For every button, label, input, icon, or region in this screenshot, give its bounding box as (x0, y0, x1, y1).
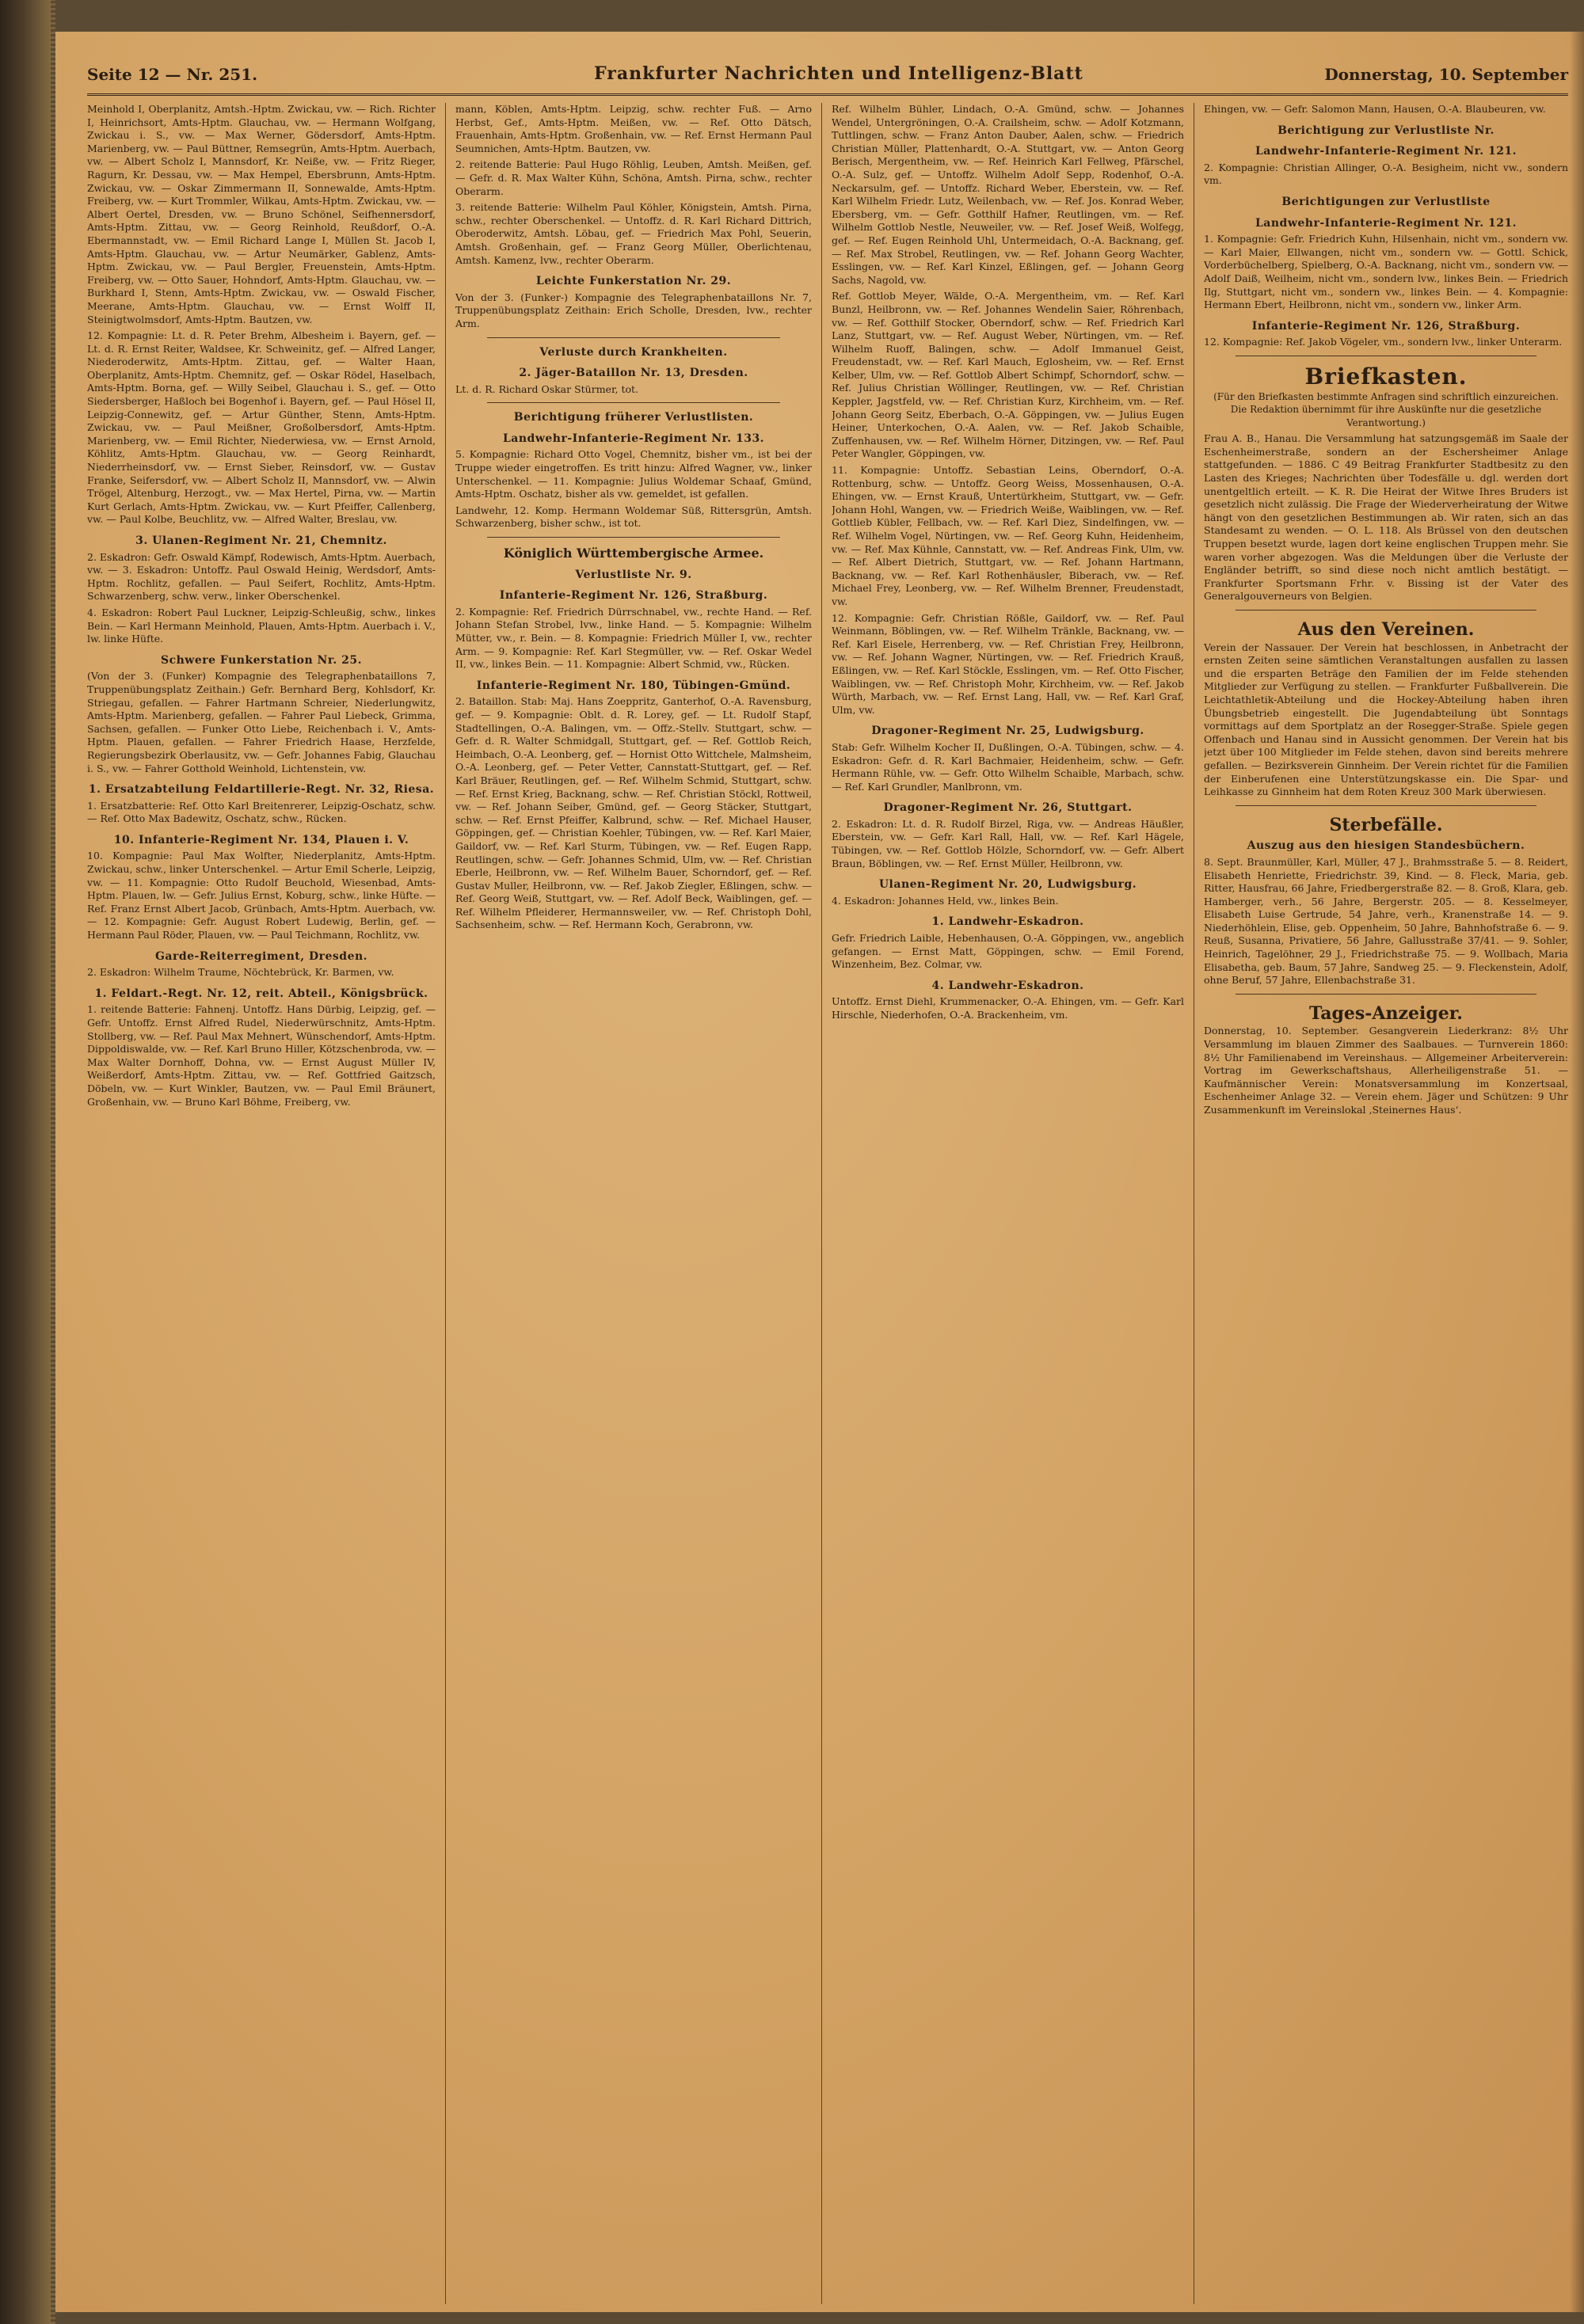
section-heading: 1. Ersatzabteilung Feldartillerie-Regt. Nr. 32, Riesa. (88, 783, 435, 797)
article-text: 1. Kompagnie: Gefr. Friedrich Kuhn, Hilsenhain, nicht vm., sondern vw. — Karl Maier, Ellwangen, nicht vm., sondern vw. — Gottl. Schick, Vorderbüchelberg, Spielberg, O.-A. Backnang, nicht vm., sondern vw. — Adolf Daiß, Weilheim, nicht vm., sondern lvw., linkes Bein. — Friedrich Ilg, Stuttgart, nicht vm., sondern vw., linkes Bein. — 4. Kompagnie: Hermann Ebert, Heilbronn, nicht vm., sondern vw., linker Arm. (1204, 233, 1568, 311)
article-text: 2. Bataillon. Stab: Maj. Hans Zoeppritz, Ganterhof, O.-A. Ravensburg, gef. — 9. Kompagnie: Oblt. d. R. Lorey, gef. — Lt. Rudolf Stapf, Stadtellingen, O.-A. Balingen, vm. — Offz.-Stellv. Stuttgart, schw. — Gefr. d. R. Walter Schmidgall, Stuttgart, gef. — Ref. Gottlob Reich, Heimbach, O.-A. Leonberg, gef. — Hornist Otto Wittchele, Malmsheim, O.-A. Leonberg, gef. — Peter Vetter, Cannstatt-Stuttgart, gef. — Ref. Karl Bräuer, Reutlingen, gef. — Ref. Wilhelm Schmid, Stuttgart, schw. — Ref. Ernst Krieg, Backnang, schw. — Ref. Christian Stöckl, Rottweil, vw. — Ref. Johann Seiber, Gmünd, gef. — Georg Stäcker, Stuttgart, schw. — Ref. Ernst Pfeiffer, Kalbrund, schw. — Ref. Michael Hauser, Göppingen, gef. — Christian Koehler, Tübingen, vw. — Ref. Karl Maier, Gaildorf, vw. — Ref. Karl Sturm, Tübingen, vw. — Ref. Eugen Rapp, Reutlingen, schw. — Gefr. Johannes Schmid, Ulm, vw. — Ref. Christian Eberle, Heilbronn, vw. — Ref. Wilhelm Bauer, Schorndorf, gef. — Ref. Gustav Muller, Heilbronn, vw. — Ref. Jakob Ziegler, Eßlingen, schw. — Ref. Georg Weiß, Stuttgart, vw. — Ref. Adolf Beck, Waiblingen, gef. — Ref. Wilhelm Pfleiderer, Hermannsweiler, vw. — Ref. Christoph Dohl, Sachsenheim, schw. — Ref. Hermann Koch, Gerabronn, vw. (455, 695, 812, 931)
article-note: (Für den Briefkasten bestimmte Anfragen sind schriftlich einzureichen. Die Redaktion übernimmt für ihre Auskünfte nur die gesetzliche Verantwortung.) (1213, 390, 1559, 428)
article-text: Verein der Nassauer. Der Verein hat beschlossen, in Anbetracht der ernsten Zeiten seine sämtlichen Veranstaltungen ausfallen zu lassen und die ersparten Beträge den Familien der im Felde stehenden Mitglieder zur Verfügung zu stellen. — Frankfurter Fußballverein. Die Leichtathletik-Abteilung und die Hockey-Abteilung haben ihren Übungsbetrieb eingestellt. Die Jugendabteilung übt Sonntags vormittags auf dem Sportplatz an der Rosegger-Straße. Spiele gegen Offenbach und Hanau sind in Aussicht genommen. Der Verein hat bis jetzt über 100 Mitglieder im Felde stehen, davon sind bereits mehrere gefallen. — Bezirksverein Ginnheim. Der Verein richtet für die Familien der Einberufenen eine Unterstützungskasse ein. Die Spar- und Leihkasse zu Ginnheim hat dem Roten Kreuz 300 Mark überwiesen. (1204, 641, 1568, 798)
section-heading: 4. Landwehr-Eskadron. (931, 979, 1084, 992)
section-heading: Auszug aus den hiesigen Standesbüchern. (1247, 839, 1525, 853)
section-heading: Verlustliste Nr. 9. (575, 568, 692, 581)
article-text: Von der 3. (Funker-) Kompagnie des Telegraphenbataillons Nr. 7, Truppenübungsplatz Zeithain: Erich Scholle, Dresden, lvw., rechter Arm. (455, 291, 812, 329)
vereine-heading: Aus den Vereinen. (1297, 619, 1475, 640)
article-text: Gefr. Friedrich Laible, Hebenhausen, O.-A. Göppingen, vw., angeblich gefangen. — Ernst Matt, Göppingen, schw. — Emil Forend, Winzenheim, Bez. Colmar, vw. (832, 932, 1184, 971)
column-1 (87, 103, 436, 2320)
divider (487, 537, 780, 538)
column-4 (1204, 103, 1568, 2320)
page-number: Seite 12 — Nr. 251. (87, 65, 258, 84)
article-text: mann, Köblen, Amts-Hptm. Leipzig, schw. rechter Fuß. — Arno Herbst, Gef., Amts-Hptm. Meißen, vw. — Ref. Otto Dätsch, Frauenhain, Amts-Hptm. Großenhain, vw. — Ref. Ernst Hermann Paul Seumnichen, Amts-Hptm. Bautzen, vw. (455, 103, 812, 154)
section-heading: Ulanen-Regiment Nr. 20, Ludwigsburg. (878, 878, 1137, 892)
article-text: 2. Eskadron: Wilhelm Traume, Nöchtebrück, Kr. Barmen, vw. (87, 966, 394, 979)
article-text: 12. Kompagnie: Ref. Jakob Vögeler, vm., sondern lvw., linker Unterarm. (1204, 336, 1563, 348)
section-heading: Dragoner-Regiment Nr. 25, Ludwigsburg. (871, 725, 1144, 738)
sterbefaelle-heading: Sterbefälle. (1329, 814, 1443, 835)
section-heading: Landwehr-Infanterie-Regiment Nr. 121. (1255, 145, 1517, 158)
briefkasten-heading: Briefkasten. (1304, 363, 1468, 390)
column-divider (821, 103, 822, 2304)
section-heading: 10. Infanterie-Regiment Nr. 134, Plauen i. V. (113, 833, 409, 846)
article-text: Landwehr, 12. Komp. Hermann Woldemar Süß, Rittersgrün, Amtsh. Schwarzenberg, bisher schw., ist tot. (455, 504, 812, 530)
section-heading: Landwehr-Infanterie-Regiment Nr. 121. (1255, 216, 1517, 230)
section-heading: Infanterie-Regiment Nr. 126, Straßburg. (499, 589, 768, 603)
article-text: 2. reitende Batterie: Paul Hugo Röhlig, Leuben, Amtsh. Meißen, gef. — Gefr. d. R. Max Walter Kühn, Schöna, Amtsh. Pirna, schw., rechter Oberarm. (455, 158, 812, 197)
divider (487, 402, 780, 403)
section-heading: 1. Feldart.-Regt. Nr. 12, reit. Abteil., Königsbrück. (94, 987, 428, 1000)
section-heading: Berichtigungen zur Verlustliste (1281, 195, 1491, 208)
article-text: 5. Kompagnie: Richard Otto Vogel, Chemnitz, bisher vm., ist bei der Truppe wieder eingetroffen. Es tritt hinzu: Alfred Wagner, vw., linker Unterschenkel. — 11. Kompagnie: Julius Woldemar Schaaf, Gmünd, Amts-Hptm. Oschatz, bisher als vw. gemeldet, ist gefallen. (455, 448, 812, 500)
divider (1236, 994, 1536, 995)
article-text: Frau A. B., Hanau. Die Versammlung hat satzungsgemäß im Saale der Eschenheimerstraße, sondern an der Eschersheimer Anlage stattgefunden. — 1886. C 49 Beitrag Frankfurter Stadtbesitz zu den Lasten des Krieges; Nachrichten über Todesfälle u. dgl. werden dort unentgeltlich erteilt. — K. R. Die Heirat der Witwe Ihres Bruders ist gesetzlich nicht zulässig. Die Frage der Wiederverheiratung der Witwe hängt von den gesetzlichen Bestimmungen ab. Wir raten, sich an das Standesamt zu wenden. — O. L. 118. Als Brüssel von den deutschen Truppen besetzt wurde, lagen dort keine englischen Truppen mehr. Sie waren vorher abgezogen. Was die Meldungen über die Verluste der Engländer betrifft, so sind diese noch nicht amtlich bestätigt. — Frankfurter Sportsmann Frhr. v. Bissing ist der Vater des Generalgouverneurs von Belgien. (1204, 432, 1568, 603)
section-heading: Infanterie-Regiment Nr. 126, Straßburg. (1251, 319, 1521, 333)
page-edge-shadow (1570, 32, 1584, 2312)
section-heading: Verluste durch Krankheiten. (539, 345, 728, 359)
article-text: 2. Kompagnie: Christian Allinger, O.-A. Besigheim, nicht vw., sondern vm. (1204, 161, 1568, 187)
book-spine (0, 0, 55, 2324)
article-text: Untoffz. Ernst Diehl, Krummenacker, O.-A. Ehingen, vm. — Gefr. Karl Hirschle, Niederhofen, O.-A. Brackenheim, vm. (832, 995, 1184, 1021)
section-heading: Leichte Funkerstation Nr. 29. (535, 275, 732, 288)
article-text: Ref. Gottlob Meyer, Wälde, O.-A. Mergentheim, vm. — Ref. Karl Bunzl, Heilbronn, vw. — Ref. Johannes Wendelin Saier, Röhrenbach, vw. — Ref. Gotthilf Stocker, Oberndorf, schw. — Ref. Friedrich Karl Lanz, Stuttgart, vw. — Ref. August Weber, Nürtingen, vm. — Ref. Wilhelm Ruoff, Balingen, schw. — Adolf Immanuel Geist, Freudenstadt, vw. — Ref. Karl Mauch, Eglosheim, vw. — Ref. Ernst Kelber, Ulm, vw. — Ref. Gottlob Albert Schimpf, Schorndorf, schw. — Ref. Julius Christian Wöllinger, Reutlingen, vw. — Ref. Christian Keppler, Jagstfeld, vw. — Ref. Christian Kurz, Kirchheim, vm. — Ref. Johann Georg Seitz, Eberbach, O.-A. Göppingen, vw. — Julius Eugen Heiner, Unterkochen, O.-A. Aalen, vw. — Ref. Jakob Schaible, Zuffenhausen, vw. — Ref. Wilhelm Hörner, Ditzingen, vw. — Ref. Paul Peter Wangler, Göppingen, vw. (832, 290, 1184, 460)
article-text: Meinhold I, Oberplanitz, Amtsh.-Hptm. Zwickau, vw. — Rich. Richter I, Heinrichsort, Amts-Hptm. Glauchau, vw. — Hermann Wolfgang, Zwickau i. S., vw. — Max Werner, Gödersdorf, Amts-Hptm. Marienberg, vw. — Paul Büttner, Remsegrün, Amts-Hptm. Auerbach, vw. — Albert Scholz I, Mannsdorf, Kr. Neiße, vw. — Fritz Rieger, Ragurn, Kr. Dessau, vw. — Max Hempel, Ebersbrunn, Amts-Hptm. Zwickau, vw. — Oskar Zimmermann II, Sonnewalde, Amts-Hptm. Freiberg, vw. — Kurt Trommler, Wilkau, Amts-Hptm. Zwickau, vw. — Albert Oertel, Dresden, vw. — Bruno Schönel, Seifhennersdorf, Amts-Hptm. Zittau, vw. — Georg Reinhold, Reußdorf, O.-A. Ebermannstadt, vw. — Emil Richard Lange I, Müllen St. Jacob I, Amts-Hptm. Glauchau, vw. — Artur Neumärker, Gablenz, Amts-Hptm. Zwickau, vw. — Paul Bergler, Freuenstein, Amts-Hptm. Freiberg, vw. — Otto Sauer, Hohndorf, Amts-Hptm. Glauchau, vw. — Burkhard I, Stenn, Amts-Hptm. Zwickau, vw. — Oswald Fischer, Meerane, Amts-Hptm. Glauchau, vw. — Ernst Wolff II, Steinigtwolmsdorf, Amts-Hptm. Bautzen, vw. (87, 103, 436, 325)
article-text: (Von der 3. (Funker) Kompagnie des Telegraphenbataillons 7, Truppenübungsplatz Zeithain.) Gefr. Bernhard Berg, Kohlsdorf, Kr. Striegau, gefallen. — Fahrer Hartmann Schreier, Niederlungwitz, Amts-Hptm. Marienberg, gefallen. — Fahrer Paul Liebeck, Grimma, Sachsen, gefallen. — Funker Otto Liebe, Reichenbach i. V., Amts-Hptm. Plauen, gefallen. — Fahrer Friedrich Haase, Herzfelde, Regierungsbezirk Oberlausitz, vw. — Gefr. Johannes Fabig, Glauchau i. S., vw. — Fahrer Gotthold Weinhold, Lichtenstein, vw. (87, 670, 436, 774)
section-heading: Landwehr-Infanterie-Regiment Nr. 133. (502, 432, 765, 445)
article-text: Ref. Wilhelm Bühler, Lindach, O.-A. Gmünd, schw. — Johannes Wendel, Untergröningen, O.-A. Crailsheim, schw. — Adolf Kotzmann, Tuttlingen, schw. — Franz Anton Dauber, Aalen, schw. — Friedrich Christian Müller, Plattenhardt, O.-A. Stuttgart, vw. — Anton Georg Berisch, Mergentheim, vw. — Ref. Heinrich Karl Fellweg, Pfärschel, O.-A. Sulz, gef. — Untoffz. Wilhelm Adolf Sepp, Rodenhof, O.-A. Neckarsulm, gef. — Untoffz. Richard Weber, Eberstein, vw. — Ref. Karl Wilhelm Friedr. Lutz, Weilenbach, vw. — Ref. Jos. Konrad Weber, Ebersberg, vm. — Gefr. Gotthilf Hafner, Reutlingen, vm. — Ref. Wilhelm Gottlob Nestle, Neuweiler, vw. — Ref. Josef Weiß, Wolfegg, gef. — Ref. Eugen Reinhold Uhl, Untermeidach, O.-A. Backnang, gef. — Ref. Max Strobel, Reutlingen, vw. — Ref. Johann Georg Wachter, Esslingen, vw. — Ref. Karl Kinzel, Eßlingen, gef. — Johann Georg Sachs, Nagold, vw. (832, 103, 1184, 286)
article-text: 4. Eskadron: Johannes Held, vw., linkes Bein. (832, 894, 1059, 907)
article-text: 2. Eskadron: Lt. d. R. Rudolf Birzel, Riga, vw. — Andreas Häußler, Eberstein, vw. — Gefr. Karl Rall, Hall, vw. — Ref. Karl Hägele, Tübingen, vw. — Ref. Gottlob Hölzle, Schorndorf, vw. — Gefr. Albert Braun, Böblingen, vw. — Ref. Ernst Müller, Heilbronn, vw. (832, 817, 1184, 869)
tages-anzeiger-heading: Tages-Anzeiger. (1309, 1002, 1463, 1024)
section-heading: 2. Jäger-Bataillon Nr. 13, Dresden. (519, 367, 748, 380)
column-2 (455, 103, 812, 2320)
article-text: 1. reitende Batterie: Fahnenj. Untoffz. Hans Dürbig, Leipzig, gef. — Gefr. Untoffz. Ernst Alfred Rudel, Niederwürschnitz, Amts-Hptm. Stollberg, vw. — Ref. Paul Max Mehnert, Wünschendorf, Amts-Hptm. Dippoldiswalde, vw. — Ref. Karl Bruno Hiller, Kötzschenbroda, vw. — Max Walter Dornhoff, Dohna, vw. — Ernst August Müller IV, Weißerdorf, Amts-Hptm. Zittau, vw. — Ref. Gottfried Gaitzsch, Döbeln, vw. — Kurt Winkler, Bautzen, vw. — Paul Emil Bräunert, Großenhain, vw. — Bruno Karl Böhme, Freiberg, vw. (87, 1003, 436, 1108)
article-text: Donnerstag, 10. September. Gesangverein Liederkranz: 8½ Uhr Versammlung im blauen Zimmer des Saalbaues. — Turnverein 1860: 8½ Uhr Familienabend im Vereinshaus. — Allgemeiner Arbeiterverein: Vortrag im Gewerkschaftshaus, Allerheiligenstraße 51. — Kaufmännischer Verein: Monatsversammlung im Konzertsaal, Eschenheimer Anlage 32. — Verein ehem. Jäger und Schützen: 9 Uhr Zusammenkunft im Vereinslokal ‚Steinernes Haus‘. (1204, 1025, 1568, 1116)
article-text: 12. Kompagnie: Gefr. Christian Rößle, Gaildorf, vw. — Ref. Paul Weinmann, Böblingen, vw. — Ref. Wilhelm Tränkle, Backnang, vw. — Ref. Karl Eisele, Herrenberg, vw. — Ref. Christian Frey, Heilbronn, vw. — Ref. Johann Wagner, Nürtingen, vw. — Ref. Friedrich Krauß, Eßlingen, vw. — Ref. Karl Stöckle, Esslingen, vm. — Ref. Otto Fischer, Waiblingen, vw. — Ref. Christoph Mohr, Kirchheim, vw. — Ref. Jakob Würth, Marbach, vw. — Ref. Ernst Lang, Hall, vw. — Ref. Karl Graf, Ulm, vw. (832, 611, 1184, 716)
section-heading: 3. Ulanen-Regiment Nr. 21, Chemnitz. (135, 534, 387, 547)
section-heading: Infanterie-Regiment Nr. 180, Tübingen-Gmünd. (476, 679, 791, 692)
article-text: Stab: Gefr. Wilhelm Kocher II, Dußlingen, O.-A. Tübingen, schw. — 4. Eskadron: Gefr. d. R. Karl Bachmaier, Heidenheim, schw. — Gefr. Hermann Rühle, vw. — Gefr. Otto Wilhelm Schaible, Marbach, schw. — Ref. Karl Grundler, Manlbronn, vm. (832, 740, 1184, 793)
article-text: 3. reitende Batterie: Wilhelm Paul Köhler, Königstein, Amtsh. Pirna, schw., rechter Oberschenkel. — Untoffz. d. R. Karl Richard Dittrich, Oberoderwitz, Amtsh. Löbau, gef. — Friedrich Max Pohl, Seuerin, Amtsh. Großenhain, gef. — Franz Georg Müller, Oberlichtenau, Amtsh. Kamenz, lvw., rechter Oberarm. (455, 201, 812, 266)
article-text: Lt. d. R. Richard Oskar Stürmer, tot. (455, 382, 639, 395)
column-3 (832, 103, 1184, 2320)
section-heading: Dragoner-Regiment Nr. 26, Stuttgart. (883, 801, 1133, 815)
newspaper-title: Frankfurter Nachrichten und Intelligenz-Blatt (594, 63, 1083, 84)
article-text: 1. Ersatzbatterie: Ref. Otto Karl Breitenrerer, Leipzig-Oschatz, schw. — Ref. Otto Max Badewitz, Oschatz, schw., Rücken. (87, 799, 436, 825)
article-text: 8. Sept. Braunmüller, Karl, Müller, 47 J., Brahmsstraße 5. — 8. Reidert, Elisabeth Henriette, Friedrichstr. 39, Kind. — 8. Fleck, Maria, geb. Ritter, Hausfrau, 66 Jahre, Friedbergerstraße 82. — 8. Groß, Klara, geb. Hamberger, verh., 56 Jahre, Bergerstr. 205. — 8. Kesselmeyer, Elisabeth Luise Gertrude, 54 Jahre, verh., Kranenstraße 14. — 9. Niederhöhlein, Elise, geb. Oppenheim, 50 Jahre, Bahnhofstraße 6. — 9. Reuß, Susanna, Privatiere, 56 Jahre, Gallusstraße 37/41. — 9. Sohler, Heinrich, Tagelöhner, 29 J., Friedrichstraße 75. — 9. Wollbach, Maria Elisabetha, geb. Baum, 57 Jahre, Sandweg 25. — 9. Fleckenstein, Adolf, ohne Beruf, 57 Jahre, Ellenbachstraße 31. (1204, 855, 1568, 987)
article-text: 10. Kompagnie: Paul Max Wolfter, Niederplanitz, Amts-Hptm. Zwickau, schw., linker Unterschenkel. — Artur Emil Scherle, Leipzig, vw. — 11. Kompagnie: Otto Rudolf Beuchold, Wiesenbad, Amts-Hptm. Plauen, lw. — Gefr. Julius Ernst, Koburg, schw., linke Hüfte. — Ref. Franz Ernst Albert Jacob, Grünbach, Amts-Hptm. Auerbach, vw. — 12. Kompagnie: Gefr. August Robert Ludewig, Berlin, gef. — Hermann Paul Röder, Plauen, vw. — Paul Teichmann, Rochlitz, vw. (87, 850, 436, 941)
article-text: 11. Kompagnie: Untoffz. Sebastian Leins, Oberndorf, O.-A. Rottenburg, schw. — Untoffz. Georg Weiss, Mossenhausen, O.-A. Ehingen, vw. — Ernst Krauß, Untertürkheim, Stuttgart, vw. — Gefr. Johann Hohl, Wangen, vw. — Friedrich Weiße, Waiblingen, vw. — Ref. Gottlieb Kübler, Fellbach, vw. — Ref. Karl Diez, Sindelfingen, vw. — Ref. Wilhelm Vogel, Nürtingen, vw. — Ref. Georg Kuhn, Heidenheim, vw. — Ref. Max Kühnle, Cannstatt, vw. — Ref. Andreas Fink, Ulm, vw. — Ref. Albert Dietrich, Stuttgart, vw. — Ref. Johann Hartmann, Backnang, vw. — Ref. Karl Rothenhäusler, Biberach, vw. — Ref. Michael Frey, Leonberg, vw. — Ref. Wilhelm Brenner, Freudenstadt, vw. (832, 464, 1184, 607)
issue-date: Donnerstag, 10. September (1324, 65, 1568, 84)
section-heading: Berichtigung zur Verlustliste Nr. (1277, 124, 1495, 137)
section-heading: Garde-Reiterregiment, Dresden. (154, 949, 368, 963)
newspaper-page (55, 32, 1584, 2312)
column-divider (445, 103, 446, 2304)
section-heading: Berichtigung früherer Verlustlisten. (513, 411, 754, 424)
article-text: 2. Eskadron: Gefr. Oswald Kämpf, Rodewisch, Amts-Hptm. Auerbach, vw. — 3. Eskadron: Untoffz. Paul Oswald Heinig, Werdsdorf, Amts-Hptm. Rochlitz, gefallen. — Paul Seifert, Rochlitz, Amts-Hptm. Schwarzenberg, schw. verw., linker Oberschenkel. (87, 550, 436, 603)
section-heading: Schwere Funkerstation Nr. 25. (160, 653, 363, 667)
major-heading: Königlich Württembergische Armee. (503, 546, 764, 561)
page-header (87, 62, 1568, 96)
divider (1236, 805, 1536, 806)
article-text: Ehingen, vw. — Gefr. Salomon Mann, Hausen, O.-A. Blaubeuren, vw. (1204, 103, 1546, 115)
section-heading: 1. Landwehr-Eskadron. (931, 915, 1084, 929)
article-text: 4. Eskadron: Robert Paul Luckner, Leipzig-Schleußig, schw., linkes Bein. — Karl Hermann Meinhold, Plauen, Amts-Hptm. Auerbach i. V., lw. linke Hüfte. (87, 606, 436, 645)
article-text: 12. Kompagnie: Lt. d. R. Peter Brehm, Albesheim i. Bayern, gef. — Lt. d. R. Ernst Reiter, Waldsee, Kr. Schweinitz, gef. — Alfred Langer, Niederoderwitz, Amts-Hptm. Zittau, gef. — Walter Haan, Oberplanitz, Amts-Hptm. Chemnitz, gef. — Oskar Rödel, Haselbach, Amts-Hptm. Borna, gef. — Willy Seibel, Glauchau i. S., gef. — Otto Siedersberger, Haßloch bei Bogenhof i. Bayern, gef. — Paul Hösel II, Leipzig-Connewitz, gef. — Artur Günther, Stenn, Amts-Hptm. Zwickau, vw. — Paul Meißner, Großolbersdorf, Amts-Hptm. Marienberg, vw. — Emil Richter, Niederwiesa, vw. — Ernst Arnold, Köhlitz, Amts-Hptm. Glauchau, vw. — Georg Reinhardt, Niederrheinsdorf, vw. — Ernst Sieber, Reinsdorf, vw. — Gustav Franke, Seifersdorf, vw. — Albert Scholz II, Mannsdorf, vw. — Alwin Trögel, Altenburg, Herzogt., vw. — Max Hertel, Pirna, vw. — Martin Kurt Gerlach, Amts-Hptm. Zwickau, vw. — Kurt Pfeiffer, Callenberg, vw. — Paul Kolbe, Beuchlitz, vw. — Alfred Walter, Breslau, vw. (87, 329, 436, 526)
article-text: 2. Kompagnie: Ref. Friedrich Dürrschnabel, vw., rechte Hand. — Ref. Johann Stefan Strobel, lvw., linke Hand. — 5. Kompagnie: Wilhelm Mütter, vw., r. Bein. — 8. Kompagnie: Friedrich Müller I, vw., rechter Arm. — 9. Kompagnie: Ref. Karl Stegmüller, vw. — Ref. Oskar Wedel II, vw., linkes Bein. — 11. Kompagnie: Albert Schmid, vw., Rücken. (455, 605, 812, 671)
divider (487, 337, 780, 338)
